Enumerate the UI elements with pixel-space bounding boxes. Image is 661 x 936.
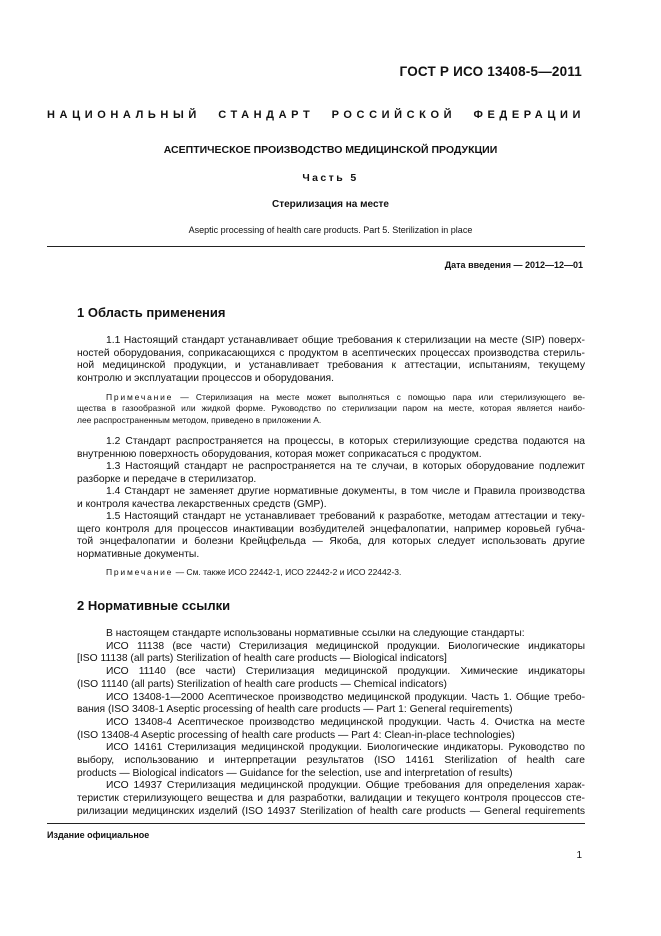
text-line: [ISO 11138 (all parts) Sterilization of health care products — Biological indicators]	[77, 653, 447, 665]
text-line: и контроля качества лекарственных средств (GMP).	[77, 498, 327, 510]
banner-word: РОССИЙСКОЙ	[331, 109, 457, 121]
text-line: ИСО 11138 (все части) Стерилизация медицинской продукции. Биологические индикаторы	[106, 640, 585, 652]
text-line: щества в газообразной или жидкой форме. Руководство по стерилизации паром на месте, которая является наибо-	[77, 403, 585, 414]
text-line: ИСО 11140 (все части) Стерилизация медицинской продукции. Химические индикаторы	[106, 666, 585, 678]
text-line: внутреннюю поверхность оборудования, которая может соприкасаться с продуктом.	[77, 448, 482, 460]
note-label: Примечание	[106, 392, 174, 402]
text-line: 1.3 Настоящий стандарт не распространяется на те случаи, в которых оборудование подлежит	[106, 461, 585, 472]
text-line: выбору, использованию и интерпретации результатов (ISO 14161 Sterilization of health care	[77, 755, 585, 767]
banner-word: СТАНДАРТ	[218, 109, 315, 121]
date-introduced: Дата введения — 2012—12—01	[444, 260, 583, 270]
text-line: (ISO 13408-4 Aseptic processing of health care products — Part 4: Clean-in-place technologies)	[77, 729, 515, 741]
text-line: 1.2 Стандарт распространяется на процессы, в которых стерилизующие средства подаются на	[106, 436, 585, 447]
note-1	[77, 392, 585, 426]
paragraph-1-4	[77, 486, 585, 511]
top-divider	[47, 246, 585, 247]
document-title: АСЕПТИЧЕСКОЕ ПРОИЗВОДСТВО МЕДИЦИНСКОЙ ПРОДУКЦИИ	[163, 144, 498, 156]
references-intro: В настоящем стандарте использованы нормативные ссылки на следующие стандарты:	[106, 628, 525, 639]
text-line: ИСО 14937 Стерилизация медицинской продукции. Общие требования для определения харак-	[106, 780, 585, 792]
text-line: (ISO 11140 (all parts) Sterilization of health care products — Chemical indicators)	[77, 678, 447, 690]
text-line: нормативные документы.	[77, 549, 200, 561]
edition-label: Издание официальное	[47, 830, 150, 840]
text-line: 1.4 Стандарт не заменяет другие нормативные документы, в том числе и Правила производства	[106, 486, 585, 497]
text-line	[77, 567, 585, 578]
text-line: ИСО 13408-1—2000 Асептическое производство медицинской продукции. Часть 1. Общие требо-	[106, 691, 585, 703]
banner-word: НАЦИОНАЛЬНЫЙ	[47, 109, 201, 121]
text-line: лее распространенным методом, приведено в приложении А.	[77, 414, 322, 425]
text-line	[77, 392, 585, 403]
paragraph-1-2	[77, 436, 585, 461]
note-text: — См. также ИСО 22442-1, ИСО 22442-2 и ИСО 22442-3.	[173, 567, 402, 577]
standard-number: ГОСТ Р ИСО 13408-5—2011	[399, 64, 582, 79]
text-line: той энцефалопатии и болезни Крейцфельда — Якоба, для которых следует использовать другие	[77, 536, 585, 548]
references-list	[77, 628, 585, 819]
national-standard-banner	[47, 109, 585, 121]
paragraph-1-3	[77, 461, 585, 486]
section-1-heading: 1 Область применения	[77, 305, 226, 320]
text-line: ИСО 13408-4 Асептическое производство медицинской продукции. Часть 4. Очистка на месте	[106, 716, 585, 728]
text-line: теристик стерилизующего вещества и для разработки, валидации и текущего контроля процессов сте-	[77, 793, 585, 805]
text-line: ностей оборудования, соприкасающихся с продуктом в асептических процессах производства стериль-	[77, 347, 585, 359]
text-line: 1.1 Настоящий стандарт устанавливает общие требования к стерилизации на месте (SIP) поверх-	[106, 335, 585, 346]
text-line: рилизации медицинских изделий (ISO 14937 Sterilization of health care products — General requirements	[77, 805, 585, 817]
note-2	[77, 567, 585, 578]
text-line: вания (ISO 3408-1 Aseptic processing of health care products — Part 1: General requirements)	[77, 704, 513, 716]
footer-divider	[47, 823, 585, 824]
text-line: products — Biological indicators — Guidance for the selection, use and interpretation of results)	[77, 767, 513, 779]
note-label: Примечание	[106, 567, 174, 577]
page-number: 1	[576, 850, 582, 861]
english-title: Aseptic processing of health care products. Part 5. Sterilization in place	[188, 225, 473, 235]
text-line: 1.5 Настоящий стандарт не устанавливает требований к разработке, методам аттестации и теку-	[106, 511, 585, 522]
text-line: ной медицинской продукции, и устанавливает требования к аттестации, испытаниям, текущему	[77, 360, 585, 372]
part-label: Часть 5	[302, 172, 359, 184]
text-line: контролю и эксплуатации процессов и оборудования.	[77, 373, 334, 385]
banner-word: ФЕДЕРАЦИИ	[473, 109, 585, 121]
paragraph-1-5	[77, 511, 585, 562]
document-subtitle: Стерилизация на месте	[272, 199, 389, 210]
paragraph-1-1	[77, 335, 585, 386]
note-text: — Стерилизация на месте может выполняться с помощью пара или стерилизующего ве-	[173, 392, 585, 402]
text-line: щего контроля для процессов инактивации возбудителей энцефалопатии, например коровьей губча-	[77, 523, 585, 535]
section-2-heading: 2 Нормативные ссылки	[77, 598, 231, 613]
text-line: разборке и передаче в стерилизатор.	[77, 473, 257, 485]
text-line: ИСО 14161 Стерилизация медицинской продукции. Биологические индикаторы. Руководство по	[106, 742, 585, 754]
